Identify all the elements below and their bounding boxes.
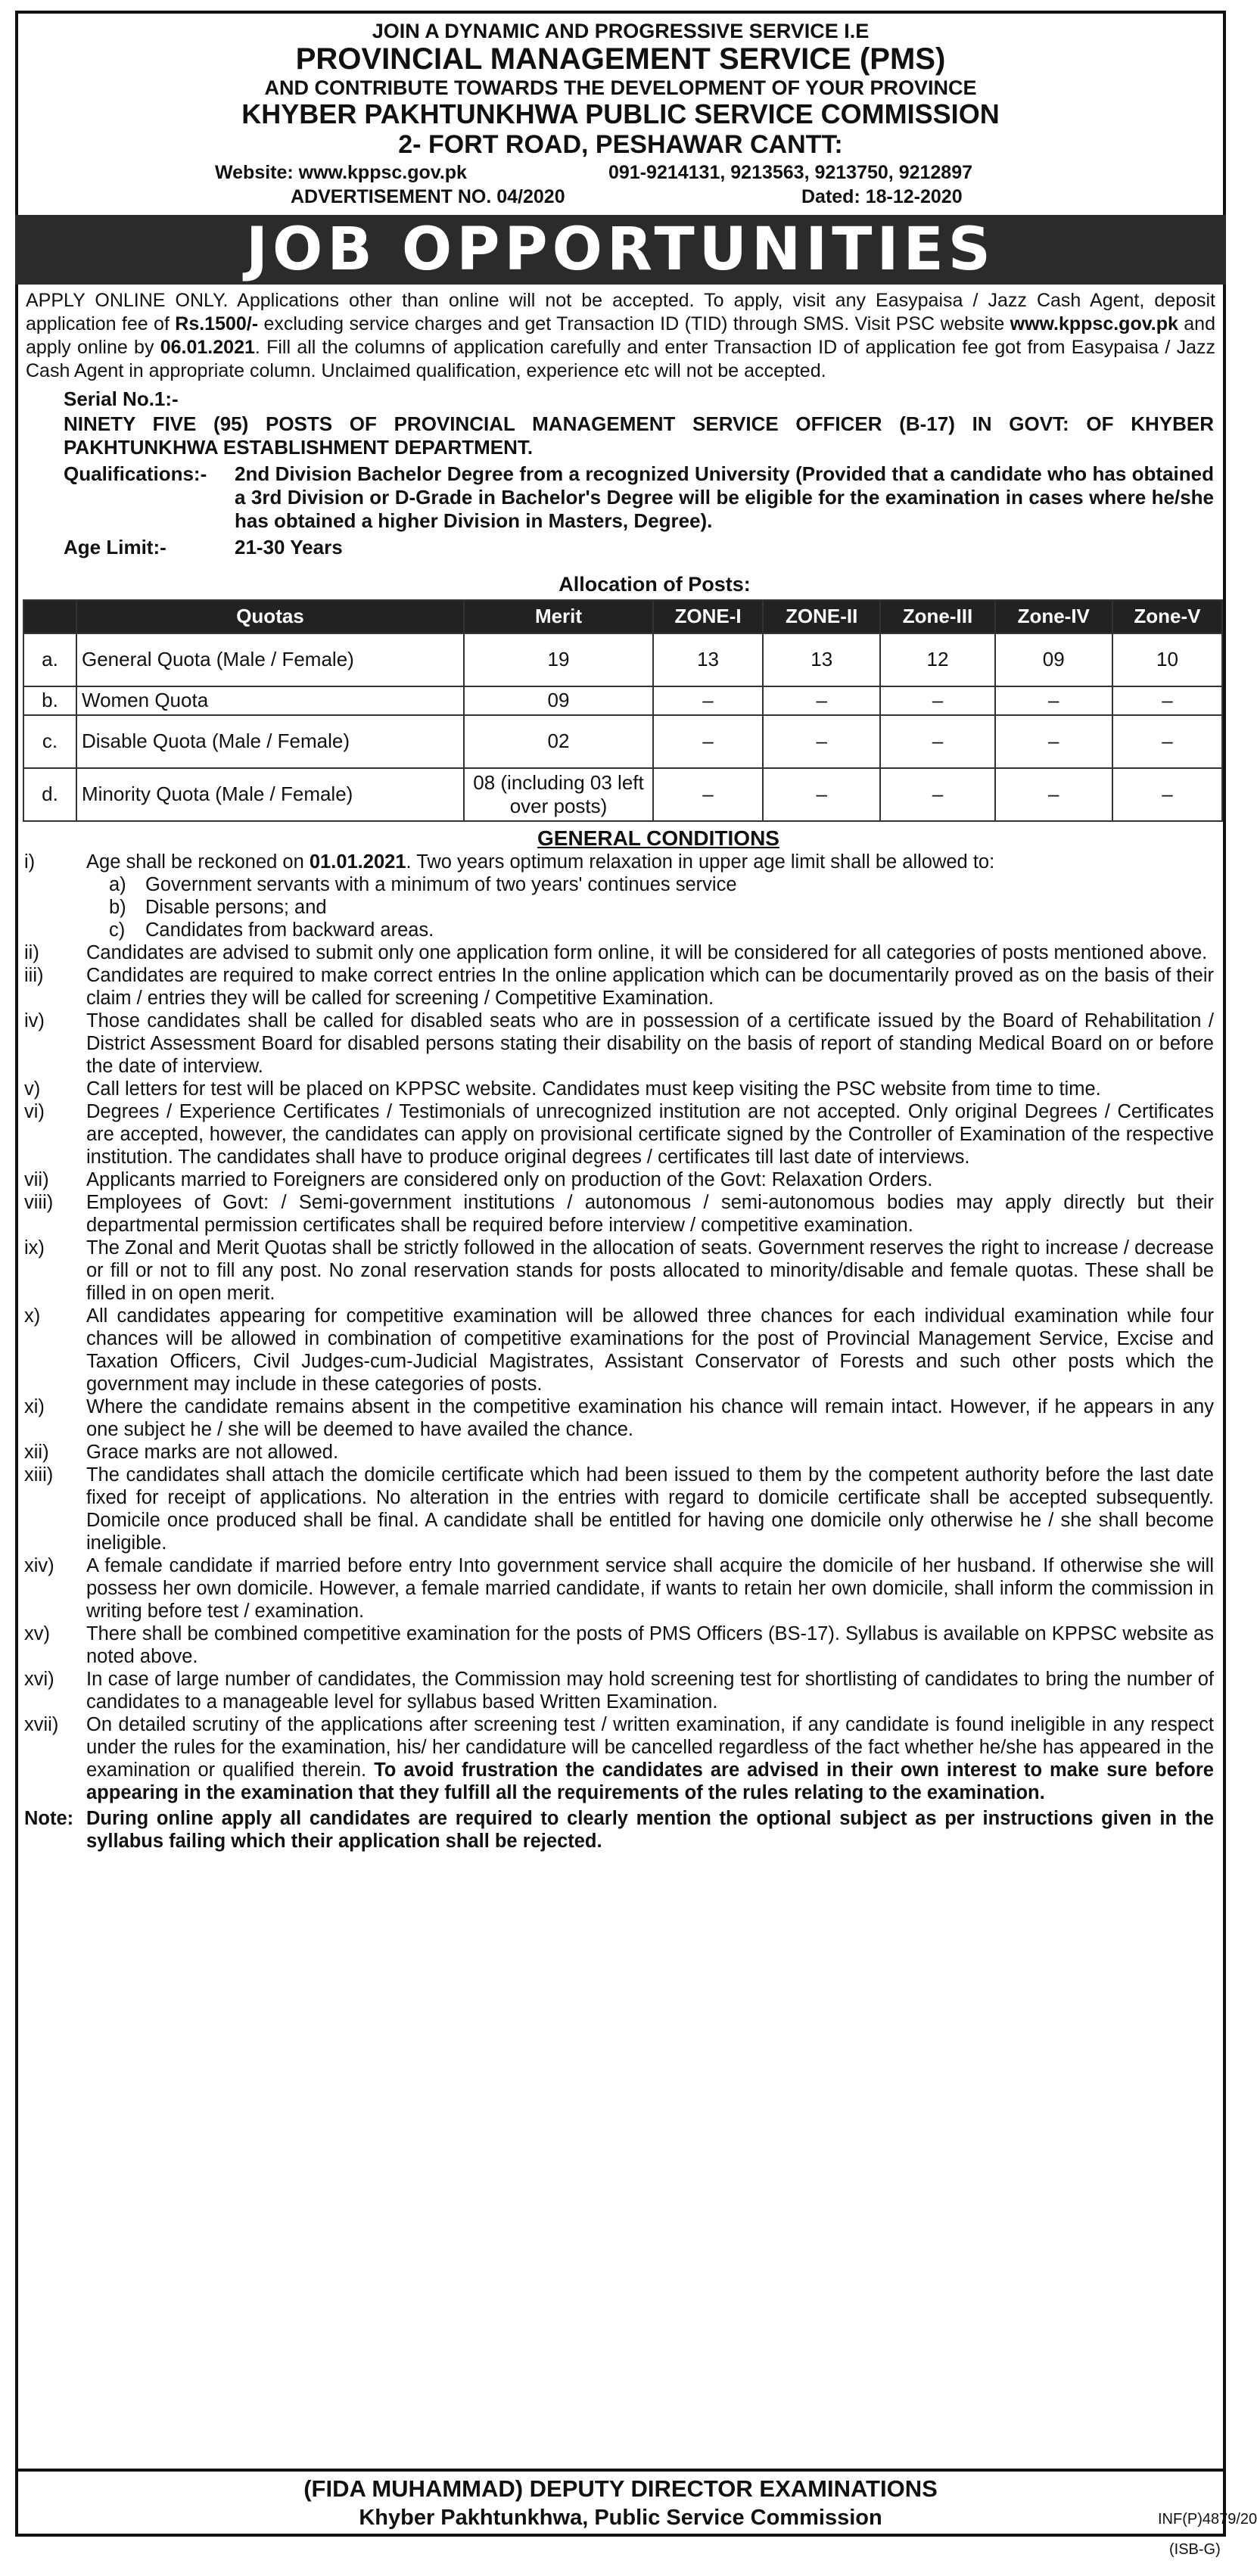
condition-item [18,1464,1223,1554]
table-cell: 09 [995,633,1112,686]
table-cell: 08 (including 03 left over posts) [464,768,653,821]
condition-number: xi) [24,1395,45,1417]
table-cell: General Quota (Male / Female) [76,633,464,686]
condition-number: ii) [24,941,39,963]
isb-reference: (ISB-G) [1169,2541,1221,2558]
sub-item [18,873,1223,896]
table-cell: a. [23,633,76,686]
table-cell: – [763,715,880,768]
condition-text [86,1713,1214,1804]
condition-text: The candidates shall attach the domicile certificate which had been issued to them by the competent authority before the last date fixed for receipt of applications. No alteration in the entries with regard to domicile certificate shall be accepted subsequently. Domicile once produced shall be final. A candidate shall be entitled for having one domicile only otherwise he / she shall become ineligible. [86,1464,1214,1554]
phone-numbers: 091-9214131, 9213563, 9213750, 9212897 [608,161,973,183]
condition-number: iii) [24,964,44,986]
table-cell: 19 [464,633,653,686]
condition-text: There shall be combined competitive examination for the posts of PMS Officers (BS-17). Syllabus is available on KPPSC website as noted above. [86,1622,1214,1667]
header-line-1: JOIN A DYNAMIC AND PROGRESSIVE SERVICE I.E [372,20,870,42]
signatory-name: (FIDA MUHAMMAD) DEPUTY DIRECTOR EXAMINATIONS [303,2475,938,2502]
condition-number: vi) [24,1100,45,1122]
condition-number: xiv) [24,1554,54,1576]
intro-paragraph [18,285,1223,383]
condition-text: Call letters for test will be placed on KPPSC website. Candidates must keep visiting the PSC website from time to time. [86,1078,1101,1100]
condition-item [18,1713,1223,1804]
application-fee: Rs.1500/- [175,313,259,334]
signature-block [18,2469,1223,2532]
header-line-2: PROVINCIAL MANAGEMENT SERVICE (PMS) [295,42,946,76]
sub-item [18,896,1223,919]
condition-item [18,1441,1223,1464]
condition-1-text: Age shall be reckoned on [86,851,310,873]
general-conditions-title: GENERAL CONDITIONS [537,826,779,850]
condition-number: xv) [24,1622,50,1644]
table-cell: – [1112,686,1222,715]
sub-item-label: c) [109,919,126,941]
table-cell: Disable Quota (Male / Female) [76,715,464,768]
condition-text: Candidates are advised to submit only one application form online, it will be considered for all categories of posts mentioned above. [86,941,1208,963]
sub-item [18,919,1223,941]
condition-item [18,1395,1223,1441]
condition-number: viii) [24,1191,54,1213]
condition-item [18,1622,1223,1668]
table-cell: – [880,686,994,715]
table-row [23,715,1222,768]
table-cell: – [653,715,763,768]
condition-text: All candidates appearing for competitive examination will be allowed three chances for each individual examination while four chances will be allowed in combination of competitive examinations for the post of Provincial Management Service, Excise and Taxation Officers, Civil Judges-cum-Judicial Magistrates, Assistant Conservator of Forests and such other posts which the government may include in these categories of posts. [86,1305,1214,1395]
table-cell: – [995,686,1112,715]
table-row [23,768,1222,821]
condition-number: v) [24,1078,41,1100]
header [18,20,1223,159]
table-cell: d. [23,768,76,821]
table-header: Zone-IV [995,600,1112,633]
condition-text: Those candidates shall be called for disabled seats who are in possession of a certificate issued by the Board of Rehabilitation / District Assessment Board for disabled persons stating their disability on the basis of report of standing Medical Board on or before the date of interview. [86,1010,1214,1077]
intro-text-2: excluding service charges and get Transaction ID (TID) through SMS. Visit PSC website [258,313,1010,334]
condition-number: ix) [24,1237,45,1258]
job-opportunities-banner: JOB OPPORTUNITIES [15,215,1226,285]
condition-text: Degrees / Experience Certificates / Testimonials of unrecognized institution are not accepted. Only original Degrees / Certificates are accepted, however, the candidates can apply on provisional certificate signed by the Controller of Examination of the respective institution. The candidates shall have to produce original degrees / certificates till last date of interviews. [86,1100,1214,1168]
website-text: Website: www.kppsc.gov.pk [215,161,467,183]
note [18,1804,1223,1853]
table-header: Zone-III [880,600,994,633]
table-cell: – [880,715,994,768]
condition-number: vii) [24,1168,49,1190]
signatory-organization: Khyber Pakhtunkhwa, Public Service Commission [359,2506,882,2530]
table-cell: b. [23,686,76,715]
table-header [23,600,76,633]
sub-item-text: Disable persons; and [145,896,327,918]
table-header: ZONE-II [763,600,880,633]
condition-item [18,1078,1223,1100]
sub-item-text: Candidates from backward areas. [145,919,434,941]
condition-text: Candidates are required to make correct entries In the online application which can be documentarily proved as on the basis of their claim / entries they will be called for screening / Competitive Examination. [86,964,1214,1009]
table-header: Quotas [76,600,464,633]
intro-text-4: . Fill all the columns of application carefully and enter Transaction ID of application fee got from Easypaisa / Jazz Cash Agent in appropriate column. Unclaimed qualification, experience etc will not be accepted. [26,336,1215,381]
age-limit-label: Age Limit:- [64,535,166,558]
advertisement-frame [15,11,1226,2537]
table-cell: – [995,715,1112,768]
header-line-3: AND CONTRIBUTE TOWARDS THE DEVELOPMENT OF YOUR PROVINCE [264,76,977,100]
sub-item-label: a) [109,873,126,895]
table-cell: – [653,686,763,715]
advertisement-date: Dated: 18-12-2020 [801,185,963,207]
table-row [23,633,1222,686]
condition-text: Where the candidate remains absent in the competitive examination his chance will remain intact. However, if he appears in any one subject he / she will be deemed to have availed the chance. [86,1395,1214,1440]
condition-text: Applicants married to Foreigners are considered only on production of the Govt: Relaxation Orders. [86,1168,933,1190]
allocation-table [23,599,1223,822]
table-cell: Minority Quota (Male / Female) [76,768,464,821]
post-title: NINETY FIVE (95) POSTS OF PROVINCIAL MANAGEMENT SERVICE OFFICER (B-17) IN GOVT: OF KHYBER PAKHTUNKHWA ESTABLISHMENT DEPARTMENT. [64,412,1214,459]
condition-text: In case of large number of candidates, the Commission may hold screening test for shortlisting of candidates to bring the number of candidates to a manageable level for syllabus based Written Examination. [86,1668,1214,1713]
commission-address: 2- FORT ROAD, PESHAWAR CANTT: [398,129,843,159]
table-header-row [23,600,1222,633]
intro-text-3: and apply online by [26,313,1215,358]
intro-text-1: APPLY ONLINE ONLY. Applications other than online will not be accepted. To apply, visit any Easypaisa / Jazz Cash Agent, deposit application fee of [26,289,1215,334]
table-cell: – [653,768,763,821]
table-cell: Women Quota [76,686,464,715]
table-cell: 09 [464,686,653,715]
condition-item [18,941,1223,964]
condition-item [18,1168,1223,1191]
table-cell: – [1112,768,1222,821]
condition-number: x) [24,1305,41,1327]
table-header: ZONE-I [653,600,763,633]
condition-item [18,1191,1223,1237]
condition-17-text: On detailed scrutiny of the applications after screening test / written examination, if any candidate is found ineligible in any respect under the rules for the examination, his/ her candidature will be cancelled regardless of the fact whether he/she has appeared in the examination or qualified therein. [86,1713,1214,1781]
qualifications-row [18,459,1223,533]
condition-text [86,851,1214,873]
condition-text: A female candidate if married before entry Into government service shall acquire the domicile of her husband. If otherwise she will possess her own domicile. However, a female married candidate, if wants to retain her own domicile, shall inform the commission in writing before test / examination. [86,1554,1214,1622]
table-cell: – [995,768,1112,821]
condition-text: The Zonal and Merit Quotas shall be strictly followed in the allocation of seats. Government reserves the right to increase / decrease or fill or not to fill any post. No zonal reservation stands for posts allocated to minority/disable and female quotas. These shall be filled in on open merit. [86,1237,1214,1304]
condition-item [18,1010,1223,1078]
age-reckon-date: 01.01.2021 [309,851,406,873]
condition-item [18,964,1223,1010]
table-cell: – [1112,715,1222,768]
table-cell: – [763,768,880,821]
note-label: Note: [24,1807,74,1829]
table-cell: – [763,686,880,715]
condition-number: xii) [24,1441,49,1463]
serial-number: Serial No.1:- [64,387,179,410]
table-cell: 10 [1112,633,1222,686]
qualifications-text: 2nd Division Bachelor Degree from a recognized University (Provided that a candidate who has obtained a 3rd Division or D-Grade in Bachelor's Degree will be eligible for the examination in cases where he/she has obtained a higher Division in Masters, Degree). [235,462,1214,532]
condition-number: iv) [24,1010,45,1031]
condition-item [18,1554,1223,1622]
table-row [23,686,1222,715]
deadline-date: 06.01.2021 [160,336,255,358]
condition-number: xiii) [24,1464,54,1486]
table-cell: c. [23,715,76,768]
condition-1-text-end: . Two years optimum relaxation in upper age limit shall be allowed to: [406,851,995,873]
intro-website: www.kppsc.gov.pk [1010,313,1178,334]
condition-item [18,851,1223,873]
condition-text: Employees of Govt: / Semi-government institutions / autonomous / semi-autonomous bodies may apply directly but their departmental permission certificates shall be required before interview / competitive examination. [86,1191,1214,1236]
age-limit-row [18,533,1223,559]
table-header: Zone-V [1112,600,1222,633]
condition-item [18,1100,1223,1168]
advertisement-number: ADVERTISEMENT NO. 04/2020 [291,185,565,207]
table-cell: 13 [763,633,880,686]
qualifications-label: Qualifications:- [64,462,207,485]
sub-item-label: b) [109,896,126,918]
inf-reference: INF(P)4879/20 [1158,2511,1257,2528]
table-cell: 13 [653,633,763,686]
condition-number: i) [24,851,36,873]
commission-name: KHYBER PAKHTUNKHWA PUBLIC SERVICE COMMISSION [241,98,1000,130]
condition-number: xvi) [24,1668,54,1690]
allocation-title: Allocation of Posts: [558,572,751,596]
age-limit-text: 21-30 Years [235,535,343,558]
table-cell: 02 [464,715,653,768]
condition-item [18,1237,1223,1305]
condition-item [18,1305,1223,1395]
condition-17-emphasis: To avoid frustration the candidates are advised in their own interest to make sure before appearing in the examination that they fulfill all the requirements of the rules relating to the examination. [86,1759,1214,1803]
contact-info [18,159,1223,215]
condition-text: Grace marks are not allowed. [86,1441,339,1463]
table-header: Merit [464,600,653,633]
condition-item [18,1668,1223,1713]
table-cell: 12 [880,633,994,686]
table-cell: – [880,768,994,821]
note-text: During online apply all candidates are required to clearly mention the optional subject as per instructions given in the syllabus failing which their application shall be rejected. [86,1807,1214,1852]
condition-number: xvii) [24,1713,59,1735]
sub-item-text: Government servants with a minimum of two years' continues service [145,873,737,895]
